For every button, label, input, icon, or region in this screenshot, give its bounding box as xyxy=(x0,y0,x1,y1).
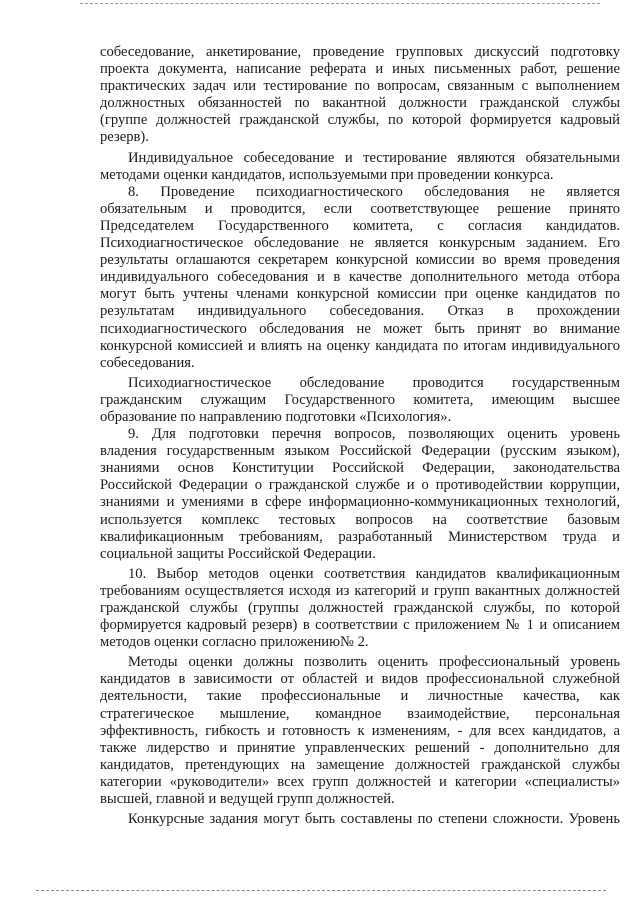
text-line: деятельности, такие профессиональные и личностные качества, как xyxy=(100,688,620,705)
text-line: Методы оценки должны позволить оценить профессиональный уровень xyxy=(128,654,620,671)
text-line: квалификационным требованиям, разработанный Министерством труда и xyxy=(100,528,620,545)
text-line: методами оценки кандидатов, используемыми при проведении конкурса. xyxy=(100,166,554,183)
text-line: Конкурсные задания могут быть составлены по степени сложности. Уровень xyxy=(128,811,620,828)
text-line: Психодиагностическое обследование проводится государственным xyxy=(128,374,620,391)
paragraph xyxy=(100,375,620,426)
paragraph xyxy=(100,150,620,184)
text-line: кандидатов в зависимости от областей и видов профессиональной служебной xyxy=(100,671,620,688)
text-line: знаниями и умениями в сфере информационно-коммуникационных технологий, xyxy=(100,494,620,511)
paragraph xyxy=(100,811,620,828)
text-line: резерв). xyxy=(100,129,149,146)
text-line: практических задач или тестирование по вопросам, связанным с выполнением xyxy=(100,78,620,95)
text-line: Индивидуальное собеседование и тестирование являются обязательными xyxy=(128,149,620,166)
text-line: должностных обязанностей по вакантной должности гражданской службы xyxy=(100,95,620,112)
text-line: Российской Федерации о гражданской службе и о противодействии коррупции, xyxy=(100,477,620,494)
text-line: 9. Для подготовки перечня вопросов, позволяющих оценить уровень xyxy=(128,426,620,443)
text-line: обязательным и проводится, если соответствующее решение принято xyxy=(100,200,620,217)
text-line: 10. Выбор методов оценки соответствия кандидатов квалификационным xyxy=(128,565,620,582)
text-line: собеседования. xyxy=(100,354,195,371)
paragraph xyxy=(100,44,620,147)
document-body xyxy=(100,44,620,828)
text-line: эффективность, гибкость и готовность к изменениям, - для всех кандидатов, а xyxy=(100,722,620,739)
paragraph xyxy=(100,566,620,651)
text-line: могут быть учтены членами конкурсной комиссии при оценке кандидатов по xyxy=(100,286,620,303)
text-line: требованиям осуществляется исходя из категорий и групп вакантных должностей xyxy=(100,582,620,599)
text-line: социальной защиты Российской Федерации. xyxy=(100,545,376,562)
paragraph xyxy=(100,426,620,563)
text-line: владения государственным языком Российской Федерации (русским языком), xyxy=(100,443,620,460)
text-line: используется комплекс тестовых вопросов на соответствие базовым xyxy=(100,511,620,528)
text-line: проекта документа, написание реферата и иных письменных работ, решение xyxy=(100,61,620,78)
text-line: формируется кадровый резерв) в соответствии с приложением № 1 и описанием xyxy=(100,617,620,634)
text-line: гражданской службы (группы должностей гражданской службы, по которой xyxy=(100,600,620,616)
text-line: методов оценки согласно приложению№ 2. xyxy=(100,634,369,651)
paragraph xyxy=(100,184,620,372)
scan-bottom-edge xyxy=(36,890,606,891)
scan-top-edge xyxy=(80,3,600,4)
text-line: гражданским служащим Государственного комитета, имеющим высшее xyxy=(100,391,620,408)
text-line: кандидатов, претендующих на замещение должностей гражданской службы xyxy=(100,756,620,773)
paragraph xyxy=(100,654,620,808)
text-line: (группе должностей гражданской службы, по которой формируется кадровый xyxy=(100,112,620,129)
text-line: категории «руководители» всех групп должностей и категории «специалисты» xyxy=(100,773,620,790)
text-line: Председателем Государственного комитета, с согласия кандидатов. xyxy=(100,217,620,234)
text-line: собеседование, анкетирование, проведение групповых дискуссий подготовку xyxy=(100,44,620,60)
text-line: знаниями основ Конституции Российской Федерации, законодательства xyxy=(100,460,620,477)
text-line: образование по направлению подготовки «Психология». xyxy=(100,408,452,425)
text-line: стратегическое мышление, командное взаимодействие, персональная xyxy=(100,705,620,722)
text-line: также лидерство и принятие управленческих решений - дополнительно для xyxy=(100,739,620,756)
text-line: результатам индивидуального собеседования. Отказ в прохождении xyxy=(100,303,620,320)
text-line: индивидуального собеседования и в качестве дополнительного метода отбора xyxy=(100,269,620,286)
text-line: 8. Проведение психодиагностического обследования не является xyxy=(128,183,620,200)
text-line: конкурсной комиссией и влиять на оценку кандидата по итогам индивидуального xyxy=(100,337,620,354)
text-line: результаты оглашаются секретарем конкурсной комиссии во время проведения xyxy=(100,252,620,269)
text-line: психодиагностического обследования не может быть принят во внимание xyxy=(100,320,620,337)
text-line: Психодиагностическое обследование не является конкурсным заданием. Его xyxy=(100,235,620,252)
text-line: высшей, главной и ведущей групп должностей. xyxy=(100,791,395,808)
